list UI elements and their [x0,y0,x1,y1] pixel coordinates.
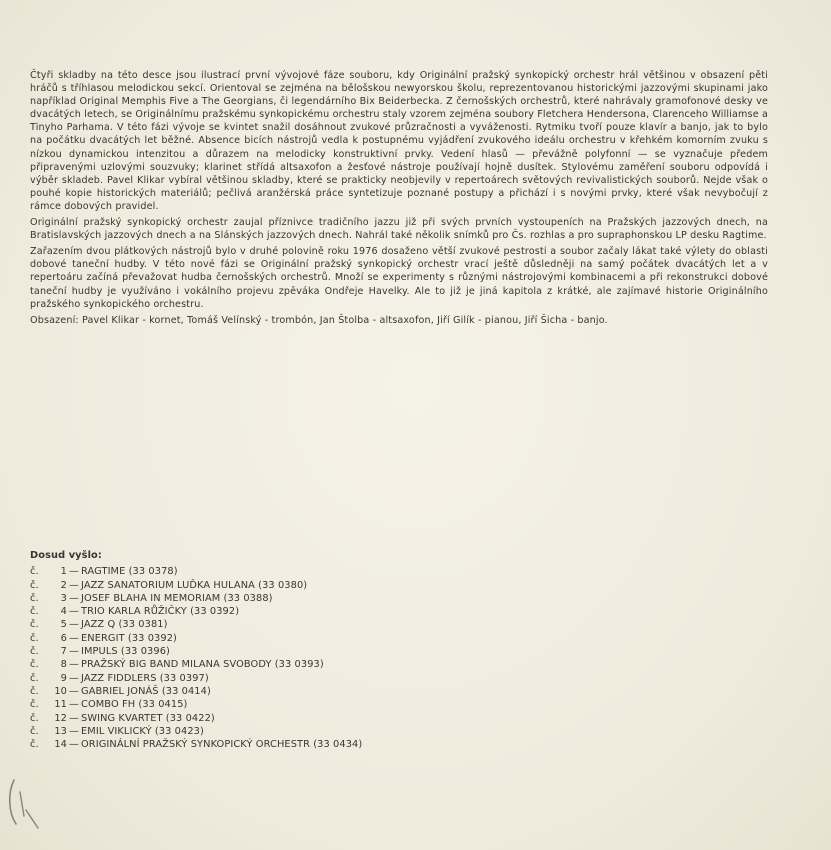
pencil-mark-icon [2,772,42,832]
discography [30,549,550,751]
item-separator: — [69,566,79,578]
notes-paragraph-2: Originální pražský synkopický orchestr zaujal příznivce tradičního jazzu již při svých prvních vystoupeních na Pražských jazzových dnech, na Bratislavských jazzových dnech a na Slánských jazzových dnech. Nahrál také několik snímků pro Čs. rozhlas a pro supraphonskou LP desku Ragtime. [30,217,768,242]
item-separator: — [69,592,79,604]
item-prefix: č. [30,606,39,618]
item-title: JAZZ FIDDLERS (33 0397) [81,672,209,684]
discography-item [30,738,550,751]
item-separator: — [69,685,79,697]
discography-item [30,658,550,671]
item-prefix: č. [30,659,39,671]
item-prefix: č. [30,739,39,751]
discography-item [30,565,550,578]
item-separator: — [69,725,79,737]
item-prefix: č. [30,672,39,684]
item-title: PRAŽSKÝ BIG BAND MILANA SVOBODY (33 0393) [81,659,324,671]
discography-item [30,592,550,605]
item-number: 7 [60,646,67,658]
discography-item [30,725,550,738]
item-prefix: č. [30,619,39,631]
discography-item [30,712,550,725]
item-separator: — [69,712,79,724]
discography-item [30,645,550,658]
item-title: JAZZ SANATORIUM LUĎKA HULANA (33 0380) [81,579,308,591]
item-title: RAGTIME (33 0378) [81,566,178,578]
item-prefix: č. [30,725,39,737]
item-number: 13 [54,725,67,737]
item-title: ORIGINÁLNÍ PRAŽSKÝ SYNKOPICKÝ ORCHESTR (33 0434) [81,739,363,751]
lineup-paragraph: Obsazení: Pavel Klikar - kornet, Tomáš Velínský - trombón, Jan Štolba - altsaxofon, Jiří Gilík - pianou, Jiří Šicha - banjo. [30,314,608,326]
discography-title: Dosud vyšlo: [30,550,102,561]
item-number: 11 [54,699,67,711]
item-prefix: č. [30,632,39,644]
item-prefix: č. [30,685,39,697]
item-number: 1 [60,566,67,578]
item-number: 2 [60,579,67,591]
item-number: 14 [54,739,67,751]
discography-item [30,605,550,618]
liner-notes [30,69,768,330]
discography-item [30,579,550,592]
item-separator: — [69,606,79,618]
item-number: 5 [60,619,67,631]
item-prefix: č. [30,566,39,578]
item-prefix: č. [30,646,39,658]
item-title: SWING KVARTET (33 0422) [81,712,215,724]
item-prefix: č. [30,712,39,724]
item-number: 12 [54,712,67,724]
item-separator: — [69,672,79,684]
discography-list [30,565,550,751]
discography-item [30,618,550,631]
item-prefix: č. [30,592,39,604]
item-title: JOSEF BLAHA IN MEMORIAM (33 0388) [81,592,273,604]
item-prefix: č. [30,699,39,711]
item-number: 4 [60,606,67,618]
item-prefix: č. [30,579,39,591]
item-number: 6 [60,632,67,644]
discography-item [30,632,550,645]
item-number: 8 [60,659,67,671]
item-separator: — [69,646,79,658]
item-separator: — [69,619,79,631]
notes-paragraph-1: Čtyři skladby na této desce jsou ilustrací první vývojové fáze souboru, kdy Originální pražský synkopický orchestr hrál většinou v obsazení pěti hráčů s tříhlasou melodickou sekcí. Orientoval se zejména na bělošskou newyorskou školu, reprezentovanou historickými jazzovými skupinami jako například Original Memphis Five a The Georgians, či legendárního Bix Beiderbecka. Z černošských orchestrů, které nahrávaly gramofonové desky ve dvacátých letech, se Originálnímu pražskému synkopickému orchestru staly vzorem zejména soubory Fletchera Hendersona, Clarenceho Williamse a Tinyho Parhama. V této fázi vývoje se kvintet snažil dosáhnout zvukové průzračnosti a vyváženosti. Rytmiku tvoří pouze klavír a banjo, jak to bylo na počátku dvacátých let běžné. Absence bicích nástrojů vedla k postupnému vyjádření zvukového ideálu orchestru v křehkém komorním zvuku s nízkou dynamickou intenzitou a důrazem na melodicky konstruktivní prvky. Vedení hlasů — převážně polyfonní — se vyznačuje předem připravenými uzlovými souzvuky; klarinet střídá altsaxofon a žesťové nástroje používají hojně dusítek. Stylovému zaměření souboru odpovídá i výběr skladeb. Pavel Klikar vybíral většinou skladby, které se prakticky neobjevily v repertoárech světových revivalistických souborů. Nejde však o pouhé kopie historických materiálů; pečlivá aranžérská práce syntetizuje poznané postupy a přichází i s novými prvky, které však nevybočují z rámce dobových pravidel. [30,70,768,212]
discography-item [30,698,550,711]
item-number: 3 [60,592,67,604]
item-title: JAZZ Q (33 0381) [81,619,168,631]
item-title: TRIO KARLA RŮŽIČKY (33 0392) [81,606,240,618]
item-separator: — [69,659,79,671]
item-number: 10 [54,685,67,697]
notes-paragraph-3: Zařazením dvou plátkových nástrojů bylo v druhé polovině roku 1976 dosaženo větší zvukové pestrosti a soubor začaly lákat také výlety do oblasti dobové taneční hudby. V této nové fázi se Originální pražský synkopický orchestr vrací ještě důsledněji na samý počátek dvacátých let a v repertoáru začíná převažovat hudba černošských orchestrů. Množí se experimenty s různými nástrojovými kombinacemi a při rekonstrukci dobové taneční hudby je využíváno i vokálního projevu zpěváka Ondřeje Havelky. Ale to již je jiná kapitola z krátké, ale zajímavé historie Originálního pražského synkopického orchestru. [30,246,768,310]
item-title: IMPULS (33 0396) [81,646,170,658]
item-title: COMBO FH (33 0415) [81,699,188,711]
item-number: 9 [60,672,67,684]
item-separator: — [69,632,79,644]
item-title: GABRIEL JONÁŠ (33 0414) [81,685,211,697]
item-separator: — [69,699,79,711]
item-separator: — [69,579,79,591]
item-separator: — [69,739,79,751]
discography-item [30,685,550,698]
discography-item [30,672,550,685]
item-title: ENERGIT (33 0392) [81,632,177,644]
item-title: EMIL VIKLICKÝ (33 0423) [81,725,204,737]
